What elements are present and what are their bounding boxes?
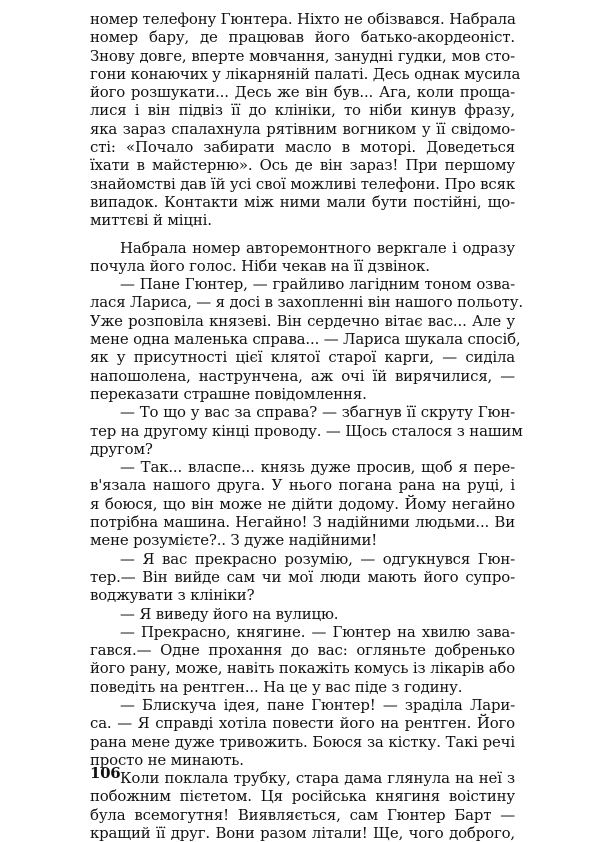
body-text: [90, 10, 523, 842]
text-line: — Блискуча ідея, пане Гюнтер! — зраділа Лари-: [120, 695, 515, 714]
text-line: тер на другому кінці проводу. — Щось сталося з нашим: [90, 421, 523, 440]
text-line: як у присутності цієї клятої старої карги, — сиділа: [90, 348, 515, 367]
text-line: рана мене дуже тривожить. Боюся за кістку. Такі речі: [90, 732, 515, 751]
text-line: Коли поклала трубку, стара дама глянула на неї з: [120, 769, 515, 788]
text-line: знайомстві дав їй усі свої можливі телефони. Про всяк: [90, 174, 515, 193]
text-line: Уже розповіла князеві. Він сердечно вітає вас... Але у: [90, 311, 515, 330]
text-line: гони конаючих у лікарняній палаті. Десь однак мусила: [90, 64, 521, 83]
text-line: яка зараз спалахнула рятівним вогником у її свідомо-: [90, 119, 515, 138]
text-line: номер бару, де працював його батько-акордеоніст.: [90, 28, 515, 47]
text-line: воджувати з клініки?: [90, 586, 255, 605]
text-line: лася Лариса, — я досі в захопленні він нашого польоту.: [90, 293, 523, 312]
text-line: сті: «Почало забирати масло в моторі. Доведеться: [90, 138, 515, 157]
text-line: — Я виведу його на вулицю.: [120, 604, 339, 623]
page-number: 106: [90, 764, 121, 782]
text-line: гався.— Одне прохання до вас: огляньте добренько: [90, 641, 515, 660]
text-line: номер телефону Гюнтера. Ніхто не обізвався. Набрала: [90, 10, 516, 28]
text-line: мене одна маленька справа... — Лариса шукала спосіб,: [90, 330, 521, 349]
text-line: — Прекрасно, княгине. — Гюнтер на хвилю зава-: [120, 622, 515, 641]
text-line: просто не минають.: [90, 750, 244, 769]
text-line: напошолена, наструнчена, аж очі їй вирячилися, —: [90, 366, 515, 385]
text-line: була всемогутня! Виявляється, сам Гюнтер Барт —: [90, 805, 515, 824]
text-line: побожним пієтетом. Ця російська княгиня воістину: [90, 787, 515, 806]
text-line: поведіть на рентген... На це у вас піде з годину.: [90, 677, 463, 696]
text-line: я боюся, що він може не дійти додому. Йому негайно: [90, 494, 515, 513]
text-line: другом?: [90, 439, 153, 458]
text-line: миттєві й міцні.: [90, 211, 212, 230]
text-line: — Пане Гюнтер, — грайливо лагідним тоном озва-: [120, 275, 515, 294]
text-line: його розшукати... Десь же він був... Ага, коли проща-: [90, 83, 515, 102]
text-line: їхати в майстерню». Ось де він зараз! При першому: [90, 156, 515, 175]
text-line: мене розумієте?.. З дуже надійними!: [90, 531, 378, 550]
text-line: випадок. Контакти між ними мали бути постійні, що-: [90, 192, 515, 211]
text-line: — Я вас прекрасно розумію, — одгукнувся Гюн-: [120, 549, 515, 568]
text-line: тер.— Він вийде сам чи мої люди мають його супро-: [90, 567, 515, 586]
text-line: — То що у вас за справа? — збагнув її скруту Гюн-: [120, 403, 515, 422]
text-line: — Так... власпе... князь дуже просив, щоб я пере-: [120, 458, 515, 477]
text-line: са. — Я справді хотіла повести його на рентген. Його: [90, 714, 515, 733]
text-line: Набрала номер авторемонтного веркгале і одразу: [120, 238, 515, 257]
text-line: потрібна машина. Негайно! З надійними людьми... Ви: [90, 513, 515, 532]
text-line: його рану, може, навіть покажіть комусь із лікарів або: [90, 659, 516, 678]
text-line: Знову довге, вперте мовчання, занудні гудки, мов сто-: [90, 46, 515, 65]
text-line: кращий її друг. Вони разом літали! Ще, чого доброго,: [90, 824, 515, 842]
text-line: переказати страшне повідомлення.: [90, 384, 367, 403]
text-line: почула його голос. Ніби чекав на її дзвінок.: [90, 256, 430, 275]
text-line: в'язала нашого друга. У нього погана рана на руці, і: [90, 476, 515, 495]
text-line: лися і він підвіз її до клініки, то ніби кинув фразу,: [90, 101, 515, 120]
